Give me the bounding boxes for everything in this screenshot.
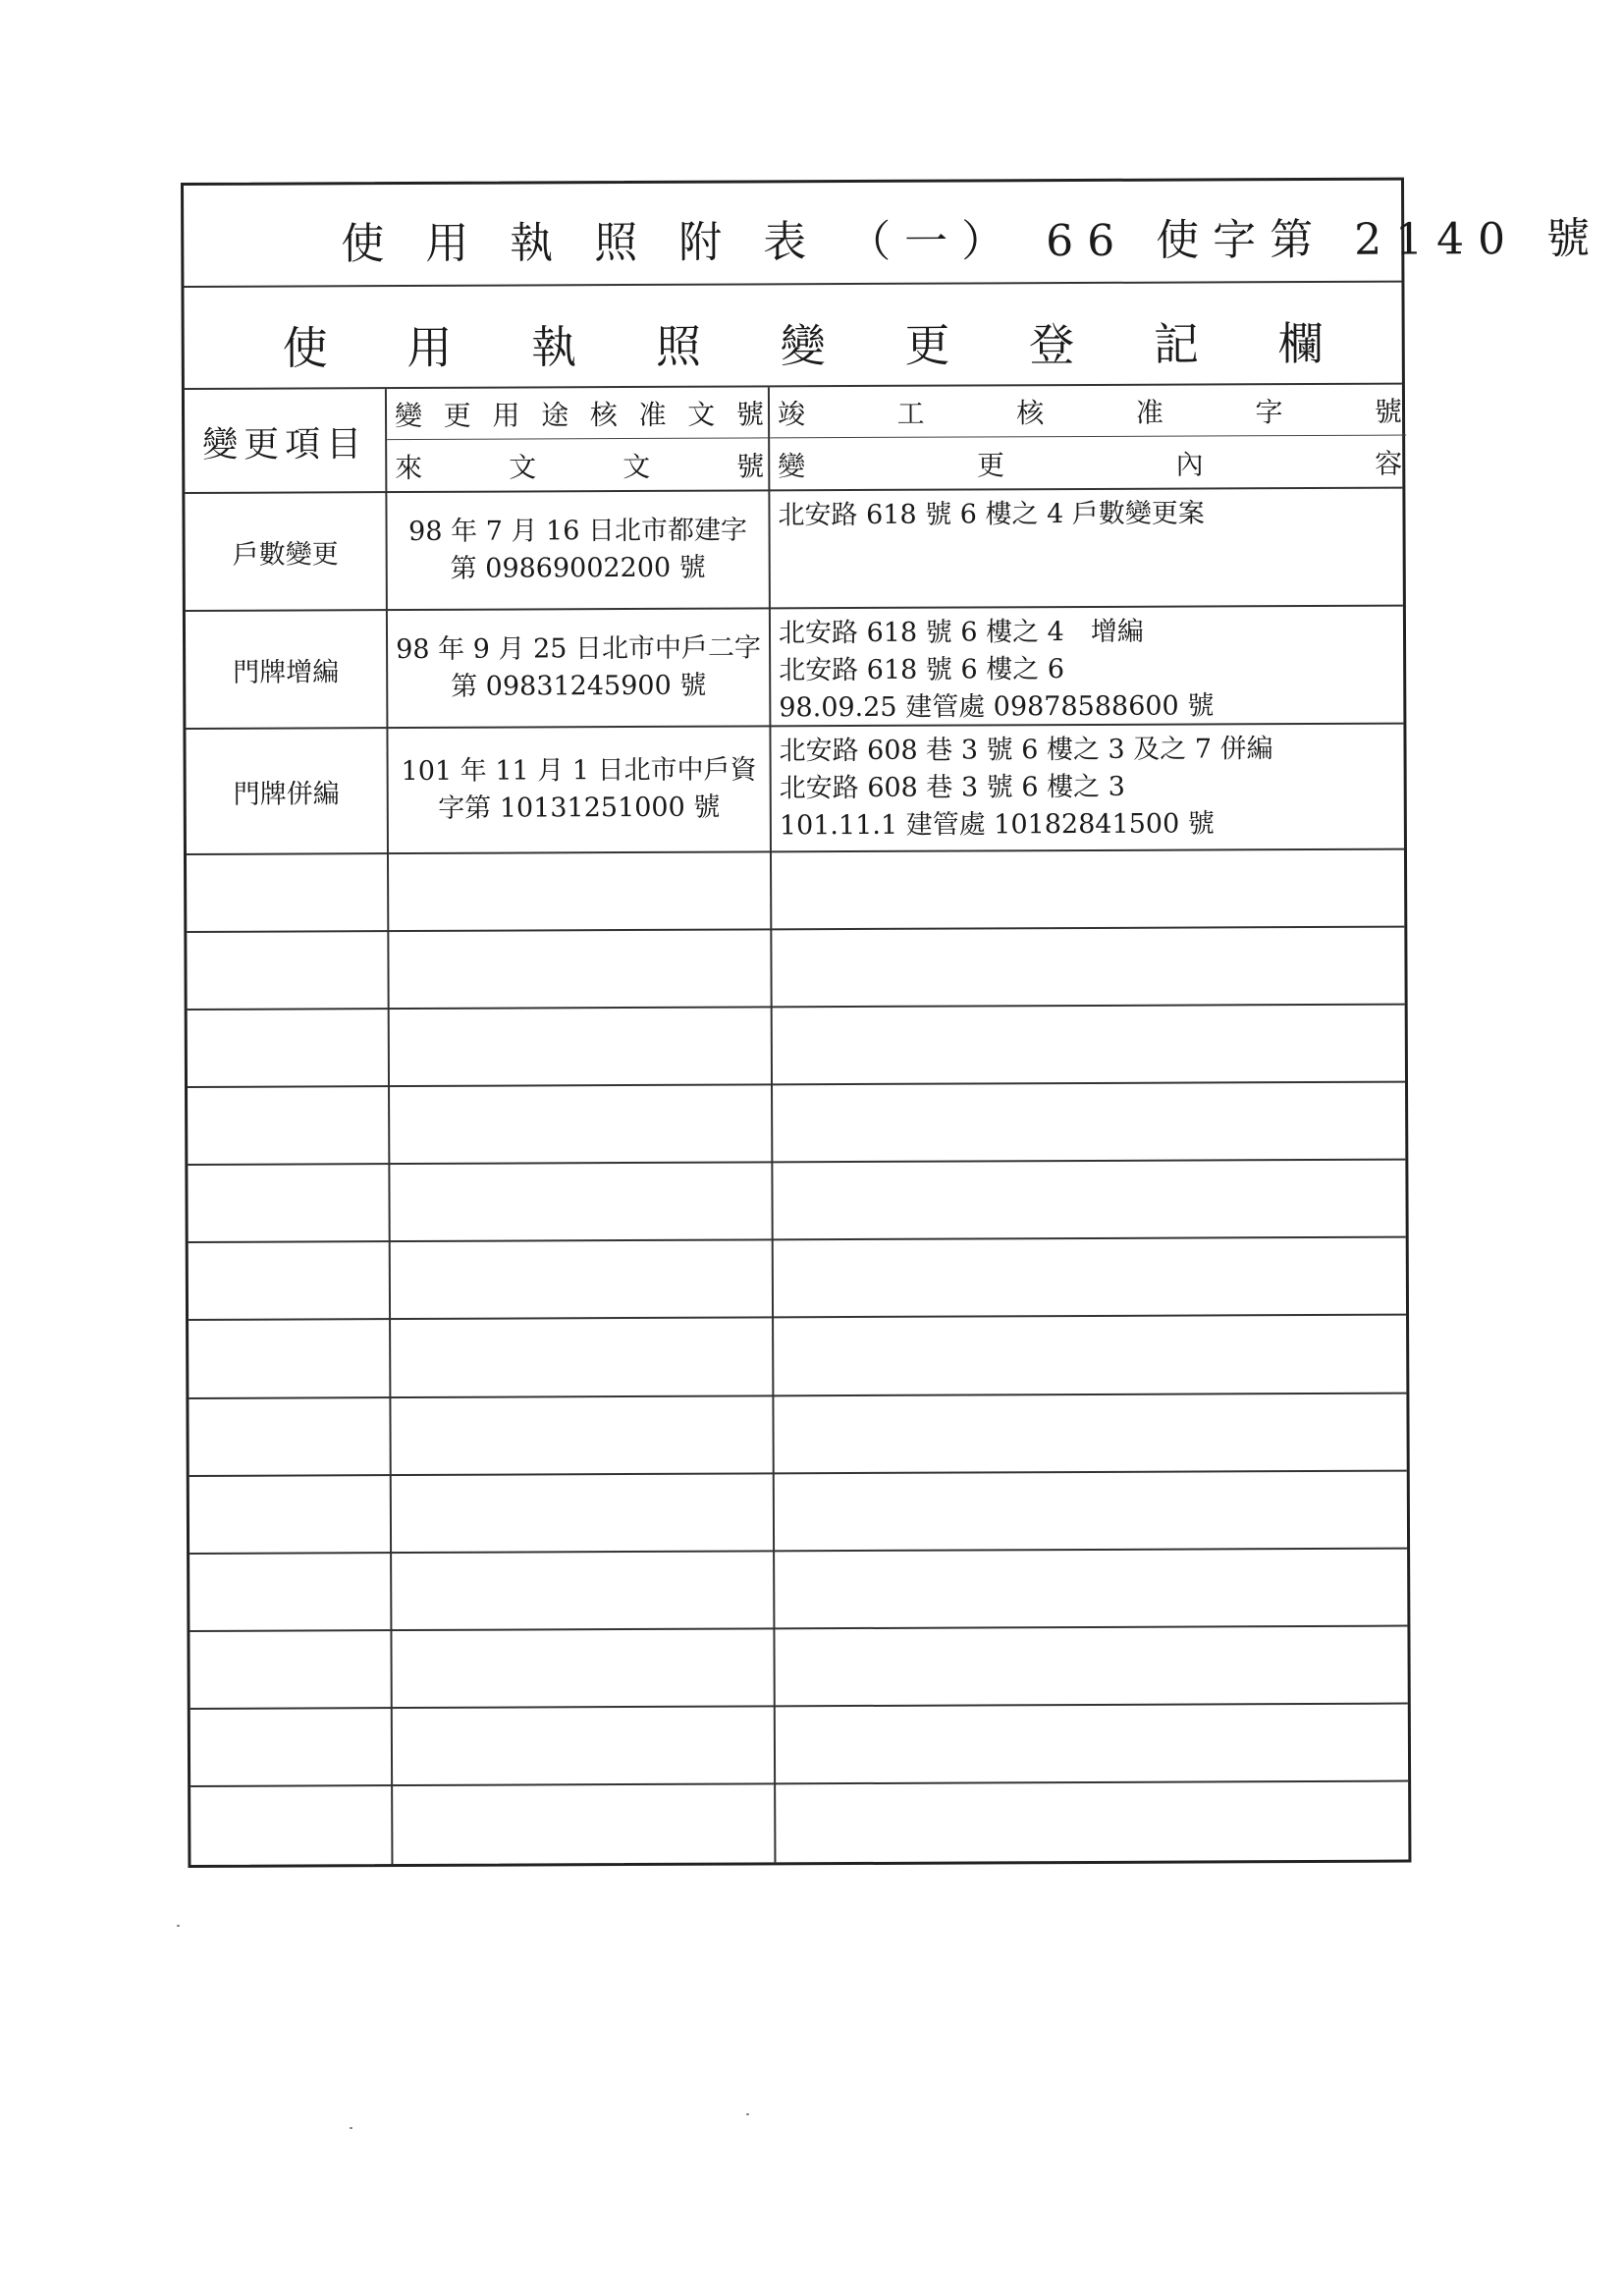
table-row — [185, 489, 1403, 612]
header-mid-bottom-char: 來 — [395, 451, 423, 485]
header-change-content — [770, 437, 1406, 491]
content-line: 98.09.25 建管處 09878588600 號 — [779, 690, 1215, 724]
header-mid-bottom-char: 號 — [736, 450, 765, 483]
header-right-bottom-char: 內 — [1175, 448, 1204, 481]
form-title: 使 用 執 照 附 表 （一） 66 使字第 2140 號 — [341, 213, 1604, 270]
reference-line: 第 09831245900 號 — [451, 670, 707, 702]
cell-change-content — [779, 613, 1403, 728]
table-row — [186, 725, 1404, 855]
cell-change-item: 戶數變更 — [232, 538, 339, 571]
subtitle-char: 變 — [780, 319, 826, 373]
table-header — [185, 385, 1402, 494]
header-right-bottom-char: 容 — [1375, 447, 1403, 480]
subtitle-char: 執 — [531, 320, 577, 374]
content-line: 101.11.1 建管處 10182841500 號 — [779, 808, 1215, 842]
subtitle-char: 照 — [655, 319, 702, 373]
cell-reference-no — [387, 491, 769, 609]
scan-speck — [350, 2127, 352, 2129]
header-mid-top-char: 核 — [589, 398, 618, 431]
header-mid-top-char: 文 — [687, 398, 716, 431]
cell-reference-no — [388, 609, 770, 727]
empty-table-row — [188, 1006, 1405, 1088]
empty-table-row — [190, 1781, 1408, 1864]
header-mid-top-char: 號 — [735, 397, 765, 431]
header-right-top-char: 核 — [1016, 396, 1045, 429]
header-right-bottom-char: 變 — [778, 450, 806, 483]
reference-line: 98 年 7 月 16 日北市都建字 — [408, 515, 748, 547]
header-mid-top-char: 更 — [443, 399, 471, 432]
header-right-bottom-char: 更 — [976, 449, 1005, 482]
scan-speck — [177, 1925, 180, 1927]
header-change-item: 變更項目 — [202, 423, 368, 465]
header-mid-top-char: 途 — [541, 398, 569, 431]
subtitle-char: 欄 — [1277, 316, 1324, 371]
form-subtitle-row — [184, 283, 1401, 390]
header-right-top-char: 准 — [1135, 396, 1163, 429]
subtitle-char: 登 — [1029, 318, 1075, 372]
empty-table-row — [188, 1083, 1405, 1166]
form-subtitle — [283, 308, 1324, 378]
header-incoming-doc-no — [387, 439, 768, 492]
content-line: 北安路 618 號 6 樓之 4 增編 — [778, 616, 1144, 649]
cell-change-content — [779, 731, 1403, 846]
header-completion-approval-no — [770, 385, 1406, 439]
empty-table-row — [189, 1394, 1406, 1476]
empty-table-row — [189, 1626, 1407, 1709]
cell-change-content — [778, 495, 1402, 535]
subtitle-char: 使 — [282, 321, 328, 375]
content-line: 北安路 618 號 6 樓之 4 戶數變更案 — [778, 498, 1205, 531]
form-title-row — [184, 181, 1604, 288]
header-right-top-char: 號 — [1374, 395, 1403, 428]
header-mid-top-char: 變 — [394, 399, 423, 432]
subtitle-char: 用 — [406, 320, 453, 374]
empty-table-row — [190, 1704, 1408, 1786]
header-mid-top-char: 用 — [492, 398, 520, 432]
reference-line: 101 年 11 月 1 日北市中戶資 — [401, 754, 757, 788]
header-change-use-approval-no — [387, 387, 768, 440]
empty-table-row — [189, 1549, 1407, 1631]
empty-table-row — [189, 1316, 1406, 1398]
content-line: 北安路 608 巷 3 號 6 樓之 3 及之 7 併編 — [779, 734, 1273, 767]
empty-table-row — [188, 1161, 1405, 1243]
subtitle-char: 更 — [904, 318, 950, 372]
cell-change-item: 門牌增編 — [233, 656, 340, 688]
header-right-top-char: 竣 — [777, 397, 806, 430]
cell-reference-no — [388, 727, 770, 852]
table-row — [186, 607, 1404, 730]
empty-table-row — [187, 850, 1404, 933]
reference-line: 98 年 9 月 25 日北市中戶二字 — [396, 632, 762, 666]
header-right-top-char: 字 — [1255, 395, 1283, 428]
empty-table-row — [189, 1471, 1407, 1554]
header-mid-bottom-char: 文 — [509, 451, 537, 484]
reference-line: 第 09869002200 號 — [450, 552, 706, 584]
subtitle-char: 記 — [1153, 317, 1200, 371]
reference-line: 字第 10131251000 號 — [438, 792, 721, 824]
empty-table-row — [187, 928, 1404, 1011]
scan-speck — [746, 2113, 749, 2115]
header-mid-bottom-char: 文 — [622, 450, 651, 484]
content-line: 北安路 618 號 6 樓之 6 — [779, 654, 1065, 686]
content-line: 北安路 608 巷 3 號 6 樓之 3 — [779, 771, 1125, 804]
header-mid-top-char: 准 — [638, 398, 667, 431]
header-right-top-char: 工 — [896, 397, 925, 430]
empty-table-row — [189, 1238, 1406, 1321]
cell-change-item: 門牌併編 — [233, 778, 340, 810]
usage-permit-form — [181, 178, 1604, 1868]
